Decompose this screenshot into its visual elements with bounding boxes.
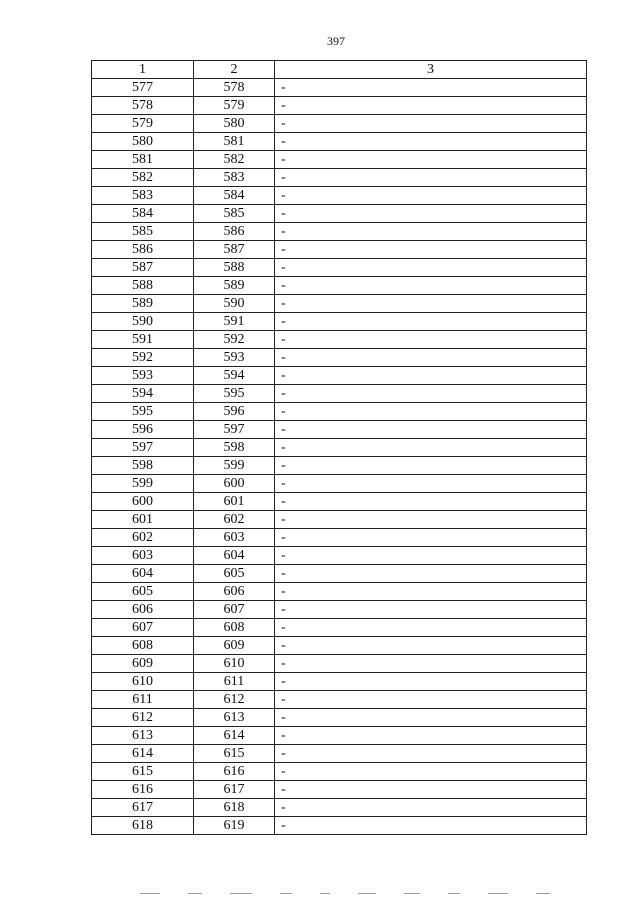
table-cell-col1: 583 — [92, 187, 194, 205]
table-cell-col1: 610 — [92, 673, 194, 691]
table-cell-col3: - — [275, 457, 587, 475]
table-cell-col1: 586 — [92, 241, 194, 259]
table-cell-col1: 582 — [92, 169, 194, 187]
table-cell-col2: 612 — [194, 691, 275, 709]
table-row — [92, 817, 587, 835]
table-cell-col3: - — [275, 781, 587, 799]
table-cell-col2: 602 — [194, 511, 275, 529]
table-cell-col3: - — [275, 367, 587, 385]
table-cell-col1: 580 — [92, 133, 194, 151]
table-cell-col1: 618 — [92, 817, 194, 835]
table-cell-col2: 591 — [194, 313, 275, 331]
table-cell-col3: - — [275, 331, 587, 349]
table-cell-col1: 590 — [92, 313, 194, 331]
table-cell-col2: 579 — [194, 97, 275, 115]
table-cell-col3: - — [275, 727, 587, 745]
table-cell-col1: 612 — [92, 709, 194, 727]
table-cell-col2: 583 — [194, 169, 275, 187]
table-cell-col2: 578 — [194, 79, 275, 97]
table-cell-col3: - — [275, 259, 587, 277]
table-cell-col3: - — [275, 637, 587, 655]
table-cell-col2: 600 — [194, 475, 275, 493]
table-cell-col3: - — [275, 349, 587, 367]
table-row — [92, 565, 587, 583]
table-row — [92, 79, 587, 97]
table-body — [92, 79, 587, 835]
table-cell-col1: 584 — [92, 205, 194, 223]
table-cell-col3: - — [275, 763, 587, 781]
table-cell-col2: 580 — [194, 115, 275, 133]
table-cell-col1: 609 — [92, 655, 194, 673]
table-row — [92, 619, 587, 637]
table-cell-col2: 599 — [194, 457, 275, 475]
table-cell-col3: - — [275, 151, 587, 169]
table-cell-col3: - — [275, 691, 587, 709]
table-cell-col1: 577 — [92, 79, 194, 97]
table-cell-col1: 617 — [92, 799, 194, 817]
table-cell-col2: 595 — [194, 385, 275, 403]
table-cell-col2: 589 — [194, 277, 275, 295]
table-cell-col2: 605 — [194, 565, 275, 583]
data-table — [91, 60, 587, 835]
table-row — [92, 97, 587, 115]
table-cell-col2: 614 — [194, 727, 275, 745]
table-row — [92, 385, 587, 403]
table-cell-col1: 603 — [92, 547, 194, 565]
table-cell-col3: - — [275, 97, 587, 115]
table-row — [92, 403, 587, 421]
table-cell-col1: 601 — [92, 511, 194, 529]
table-cell-col2: 610 — [194, 655, 275, 673]
table-cell-col2: 604 — [194, 547, 275, 565]
table-cell-col1: 592 — [92, 349, 194, 367]
table-cell-col2: 598 — [194, 439, 275, 457]
table-cell-col2: 601 — [194, 493, 275, 511]
table-cell-col3: - — [275, 565, 587, 583]
table-cell-col3: - — [275, 493, 587, 511]
table-cell-col1: 593 — [92, 367, 194, 385]
table-row — [92, 421, 587, 439]
table-cell-col2: 585 — [194, 205, 275, 223]
table-cell-col2: 611 — [194, 673, 275, 691]
table-cell-col3: - — [275, 655, 587, 673]
table-row — [92, 529, 587, 547]
table-cell-col3: - — [275, 475, 587, 493]
table-cell-col3: - — [275, 511, 587, 529]
table-cell-col1: 614 — [92, 745, 194, 763]
table-cell-col1: 591 — [92, 331, 194, 349]
table-cell-col1: 581 — [92, 151, 194, 169]
table-cell-col2: 616 — [194, 763, 275, 781]
table-cell-col1: 608 — [92, 637, 194, 655]
table-cell-col2: 618 — [194, 799, 275, 817]
table-row — [92, 673, 587, 691]
table-cell-col1: 606 — [92, 601, 194, 619]
table-cell-col3: - — [275, 79, 587, 97]
column-header-1: 1 — [92, 61, 194, 79]
table-row — [92, 691, 587, 709]
table-cell-col3: - — [275, 403, 587, 421]
table-row — [92, 727, 587, 745]
table-cell-col2: 597 — [194, 421, 275, 439]
table-row — [92, 133, 587, 151]
table-cell-col1: 587 — [92, 259, 194, 277]
table-cell-col1: 594 — [92, 385, 194, 403]
table-row — [92, 547, 587, 565]
table-cell-col2: 584 — [194, 187, 275, 205]
table-cell-col3: - — [275, 223, 587, 241]
table-row — [92, 223, 587, 241]
table-cell-col3: - — [275, 187, 587, 205]
table-cell-col2: 603 — [194, 529, 275, 547]
footer-scan-marks — [140, 893, 630, 899]
table-cell-col2: 581 — [194, 133, 275, 151]
table-row — [92, 637, 587, 655]
table-cell-col1: 599 — [92, 475, 194, 493]
table-cell-col3: - — [275, 439, 587, 457]
table-row — [92, 259, 587, 277]
table-cell-col3: - — [275, 583, 587, 601]
table-cell-col3: - — [275, 601, 587, 619]
table-cell-col2: 594 — [194, 367, 275, 385]
table-cell-col2: 617 — [194, 781, 275, 799]
table-row — [92, 277, 587, 295]
table-row — [92, 799, 587, 817]
table-cell-col1: 607 — [92, 619, 194, 637]
table-row — [92, 313, 587, 331]
table-cell-col1: 604 — [92, 565, 194, 583]
table-cell-col3: - — [275, 313, 587, 331]
table-row — [92, 457, 587, 475]
table-cell-col1: 579 — [92, 115, 194, 133]
table-cell-col3: - — [275, 817, 587, 835]
table-row — [92, 781, 587, 799]
table-cell-col2: 587 — [194, 241, 275, 259]
table-cell-col3: - — [275, 547, 587, 565]
table-cell-col1: 578 — [92, 97, 194, 115]
table-cell-col3: - — [275, 529, 587, 547]
table-cell-col2: 592 — [194, 331, 275, 349]
table-row — [92, 115, 587, 133]
table-row — [92, 763, 587, 781]
table-cell-col2: 596 — [194, 403, 275, 421]
table-row — [92, 169, 587, 187]
table-cell-col3: - — [275, 241, 587, 259]
table-cell-col3: - — [275, 277, 587, 295]
table-cell-col3: - — [275, 205, 587, 223]
table-cell-col2: 609 — [194, 637, 275, 655]
table-cell-col1: 595 — [92, 403, 194, 421]
table-cell-col1: 589 — [92, 295, 194, 313]
table-row — [92, 745, 587, 763]
table-row — [92, 187, 587, 205]
table-cell-col3: - — [275, 421, 587, 439]
table-cell-col2: 613 — [194, 709, 275, 727]
table-cell-col1: 596 — [92, 421, 194, 439]
column-header-2: 2 — [194, 61, 275, 79]
table-cell-col1: 588 — [92, 277, 194, 295]
table-cell-col3: - — [275, 295, 587, 313]
table-row — [92, 493, 587, 511]
table-cell-col3: - — [275, 709, 587, 727]
table-row — [92, 151, 587, 169]
table-cell-col1: 600 — [92, 493, 194, 511]
table-cell-col3: - — [275, 169, 587, 187]
table-row — [92, 439, 587, 457]
table-cell-col2: 619 — [194, 817, 275, 835]
table-cell-col1: 585 — [92, 223, 194, 241]
table-cell-col1: 616 — [92, 781, 194, 799]
table-cell-col3: - — [275, 799, 587, 817]
table-row — [92, 475, 587, 493]
table-row — [92, 349, 587, 367]
table-cell-col2: 607 — [194, 601, 275, 619]
table-cell-col3: - — [275, 133, 587, 151]
table-row — [92, 709, 587, 727]
table-row — [92, 655, 587, 673]
table-header-row — [92, 61, 587, 79]
table-cell-col2: 593 — [194, 349, 275, 367]
table-cell-col3: - — [275, 619, 587, 637]
table-cell-col3: - — [275, 745, 587, 763]
table-cell-col3: - — [275, 673, 587, 691]
table-cell-col3: - — [275, 385, 587, 403]
table-cell-col2: 606 — [194, 583, 275, 601]
table-cell-col2: 608 — [194, 619, 275, 637]
table-cell-col1: 597 — [92, 439, 194, 457]
column-header-3: 3 — [275, 61, 587, 79]
page-number: 397 — [327, 34, 345, 48]
table-cell-col1: 598 — [92, 457, 194, 475]
table-cell-col1: 615 — [92, 763, 194, 781]
table-cell-col1: 611 — [92, 691, 194, 709]
table-cell-col1: 602 — [92, 529, 194, 547]
table-cell-col1: 613 — [92, 727, 194, 745]
table-cell-col3: - — [275, 115, 587, 133]
table-row — [92, 367, 587, 385]
table-row — [92, 331, 587, 349]
table-row — [92, 601, 587, 619]
table-row — [92, 295, 587, 313]
table-row — [92, 583, 587, 601]
table-cell-col2: 586 — [194, 223, 275, 241]
table-row — [92, 205, 587, 223]
table-cell-col2: 588 — [194, 259, 275, 277]
table-row — [92, 511, 587, 529]
table-cell-col1: 605 — [92, 583, 194, 601]
table-cell-col2: 615 — [194, 745, 275, 763]
table-row — [92, 241, 587, 259]
table-cell-col2: 590 — [194, 295, 275, 313]
table-cell-col2: 582 — [194, 151, 275, 169]
